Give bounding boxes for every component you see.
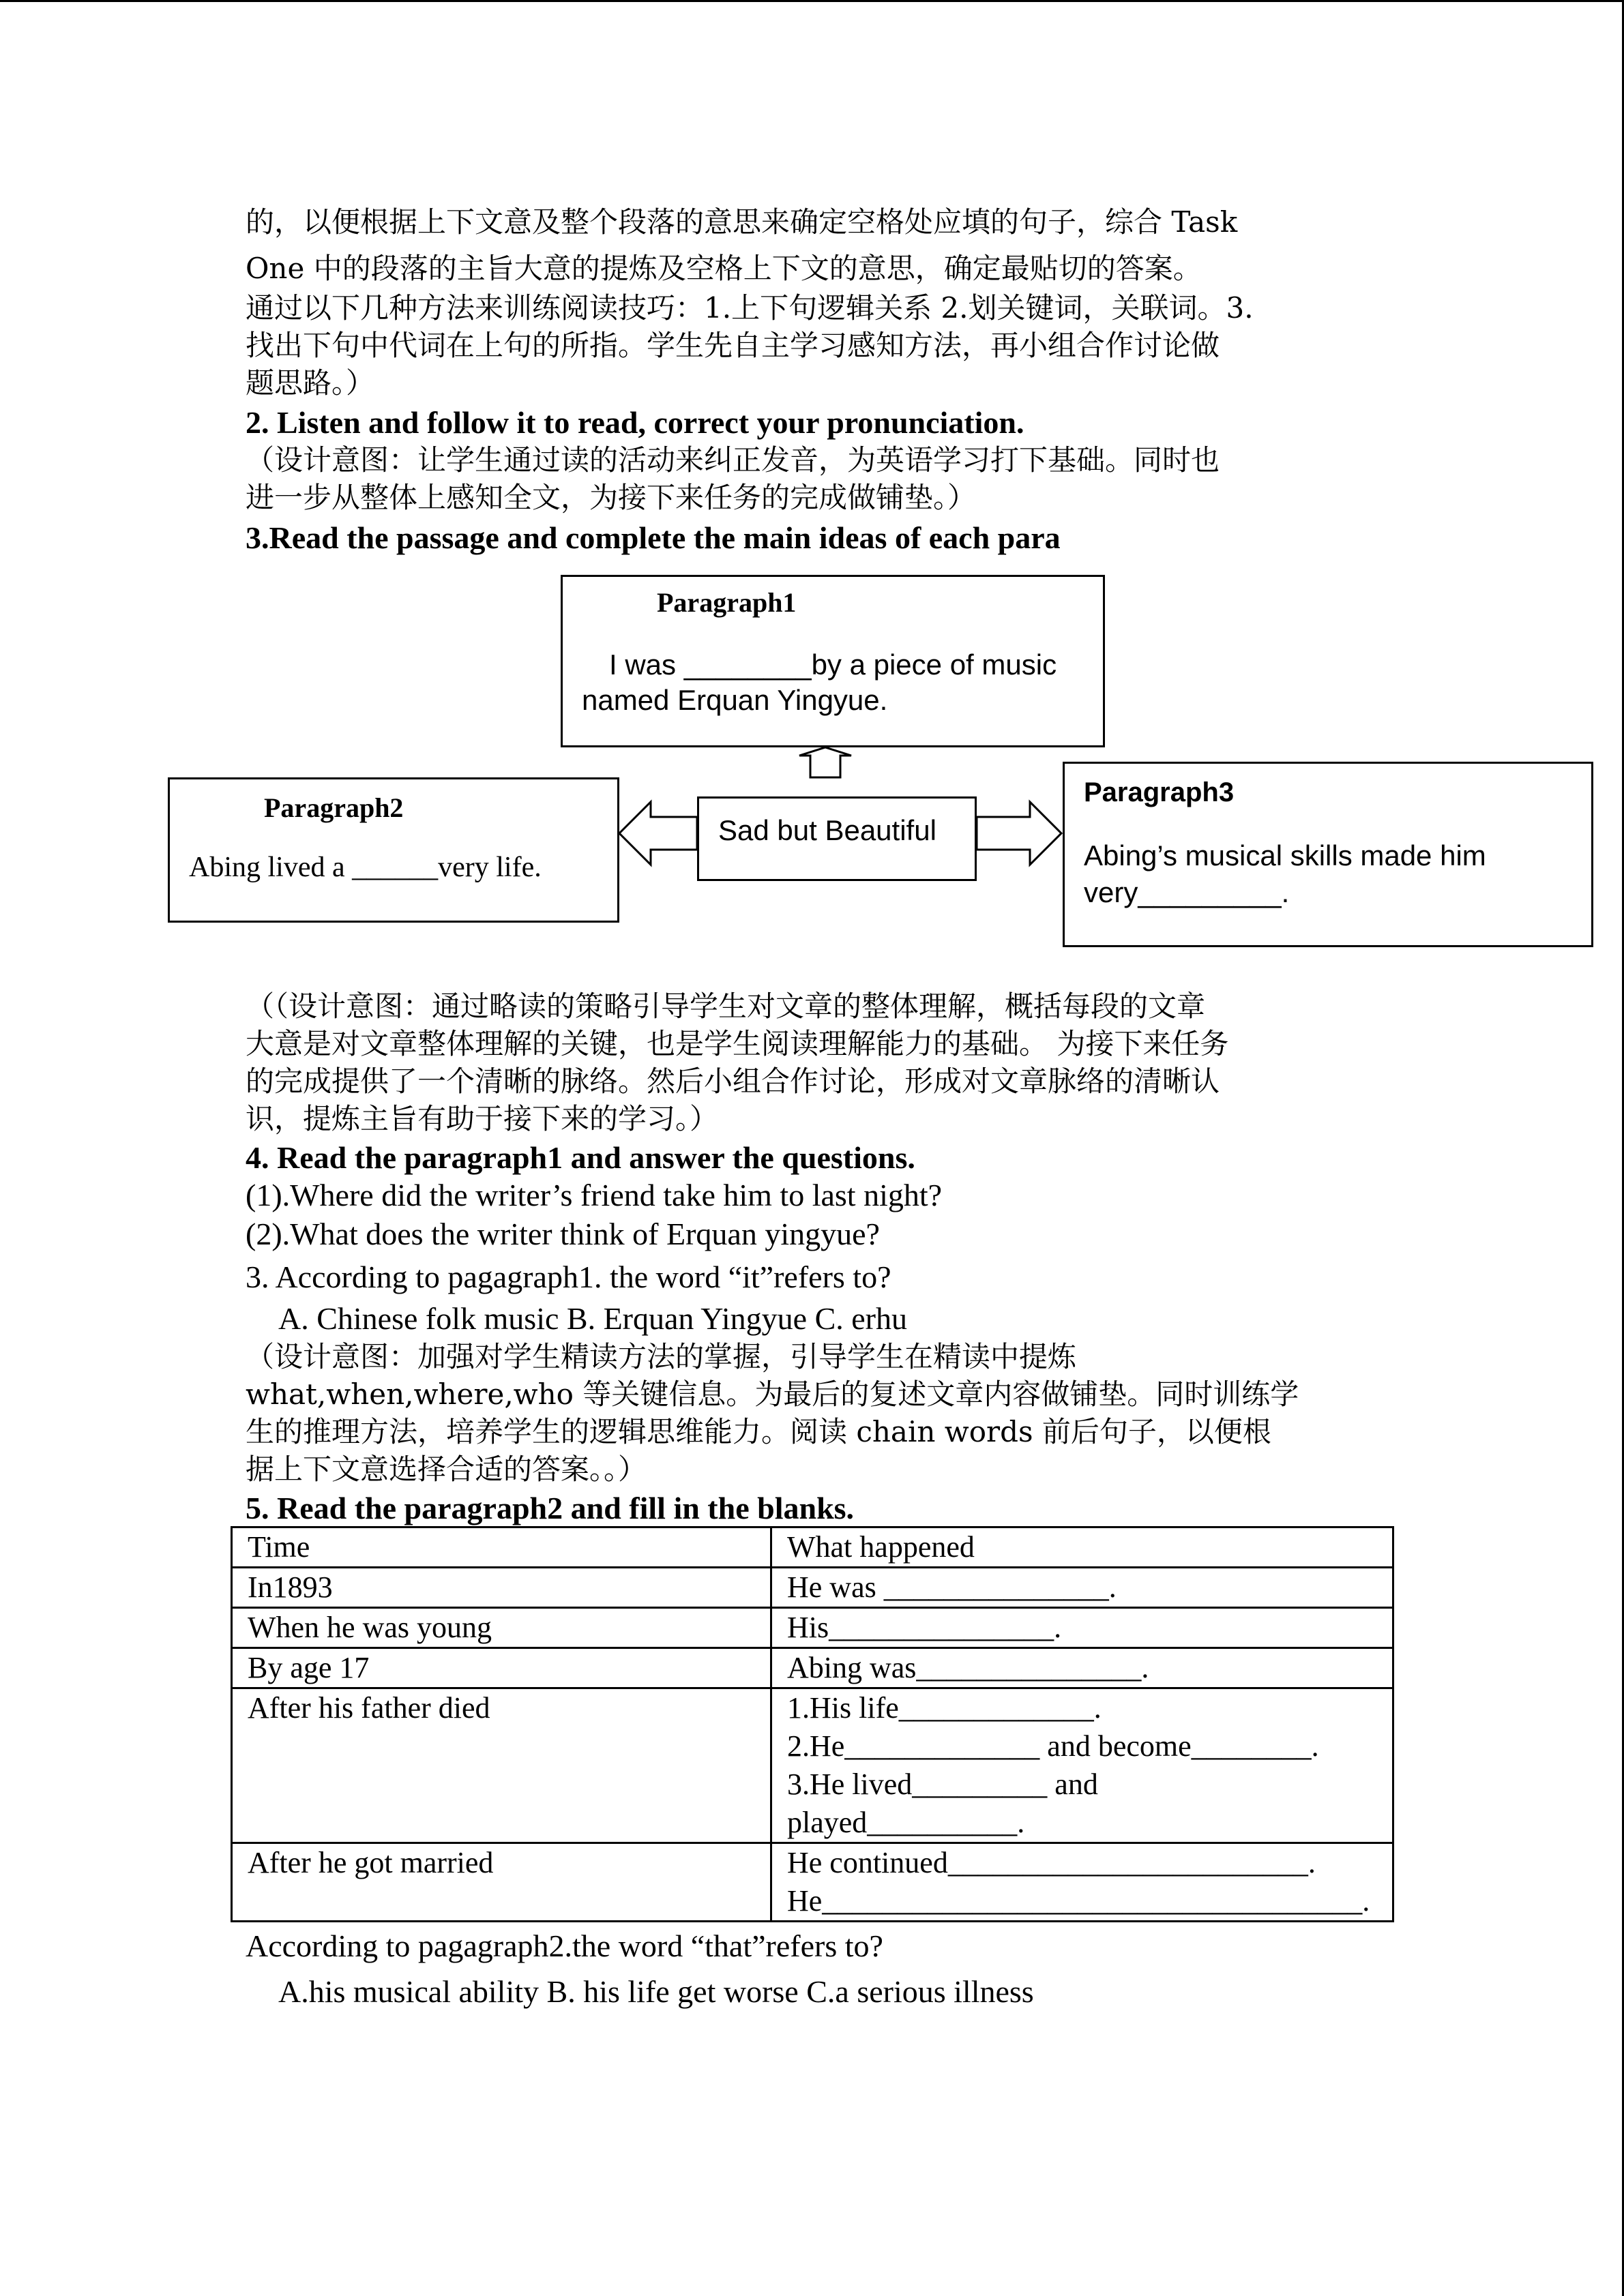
table-header-what-happened: What happened <box>771 1527 1393 1568</box>
table-cell-event <box>771 1688 1393 1843</box>
task3-heading: 3.Read the passage and complete the main ideas of each para <box>246 520 1061 555</box>
table-header-time: Time <box>232 1527 771 1568</box>
table-cell-time: In1893 <box>232 1568 771 1608</box>
table-cell-time: After his father died <box>232 1688 771 1843</box>
task4-note-line-1: （设计意图：加强对学生精读方法的掌握，引导学生在精读中提炼 <box>246 1340 1077 1373</box>
task5-question: According to pagagraph2.the word “that”refers to? <box>246 1928 883 1963</box>
task4-question-1: (1).Where did the writer’s friend take him to last night? <box>246 1178 943 1212</box>
table-row <box>232 1608 1393 1648</box>
paragraph3-box <box>1063 762 1593 947</box>
paragraph2-title: Paragraph2 <box>264 792 404 823</box>
task3-note-line-1: （（设计意图：通过略读的策略引导学生对文章的整体理解，概括每段的文章 <box>246 989 1206 1023</box>
table-cell-line: His_______________. <box>787 1611 1062 1644</box>
arrow-right-icon <box>977 802 1061 865</box>
intro-line-5: 题思路。） <box>246 366 375 400</box>
paragraph2-text: Abing lived a ______very life. <box>189 852 542 883</box>
table-cell-line: Abing was_______________. <box>787 1651 1149 1684</box>
task3-note-line-3: 的完成提供了一个清晰的脉络。然后小组合作讨论，形成对文章脉络的清晰认 <box>246 1064 1220 1098</box>
task4-question-2: (2).What does the writer think of Erquan yingyue? <box>246 1217 880 1251</box>
center-text: Sad but Beautiful <box>718 814 936 846</box>
table-cell-line: He was _______________. <box>787 1570 1117 1604</box>
intro-line-4: 找出下句中代词在上句的所指。学生先自主学习感知方法，再小组合作讨论做 <box>246 329 1220 362</box>
table-cell-line: 2.He_____________ and become________. <box>787 1729 1319 1763</box>
table-row <box>232 1843 1393 1922</box>
table-header-row <box>232 1527 1393 1568</box>
task4-note-line-3: 生的推理方法，培养学生的逻辑思维能力。阅读 chain words 前后句子，以便根 <box>246 1415 1271 1448</box>
center-box <box>697 796 977 881</box>
paragraph1-box <box>561 575 1105 747</box>
table-cell-event <box>771 1568 1393 1608</box>
intro-line-3: 通过以下几种方法来训练阅读技巧：1.上下句逻辑关系 2.划关键词，关联词。3. <box>246 291 1254 325</box>
paragraph3-line-2: very_________. <box>1084 876 1290 908</box>
table-row <box>232 1648 1393 1688</box>
table-row <box>232 1568 1393 1608</box>
task4-note-line-2: what,when,where,who 等关键信息。为最后的复述文章内容做铺垫。同时训练学 <box>246 1377 1299 1411</box>
table-cell-line: played__________. <box>787 1806 1025 1839</box>
task5-options: A.his musical ability B. his life get worse C.a serious illness <box>278 1974 1034 2009</box>
intro-line-2: One 中的段落的主旨大意的提炼及空格上下文的意思，确定最贴切的答案。 <box>246 252 1202 285</box>
paragraph3-line-1: Abing’s musical skills made him <box>1084 839 1486 871</box>
task4-question-3: 3. According to pagagraph1. the word “it”refers to? <box>246 1259 891 1294</box>
table-cell-event <box>771 1648 1393 1688</box>
table-cell-line: He continued________________________. <box>787 1846 1316 1879</box>
paragraph1-line-2: named Erquan Yingyue. <box>582 684 888 716</box>
paragraph3-title: Paragraph3 <box>1084 777 1235 807</box>
task5-heading: 5. Read the paragraph2 and fill in the blanks. <box>246 1491 855 1525</box>
task4-heading: 4. Read the paragraph1 and answer the questions. <box>246 1140 915 1175</box>
table-cell-line: 3.He lived_________ and <box>787 1768 1098 1801</box>
paragraph1-title: Paragraph1 <box>657 587 797 618</box>
table-cell-event <box>771 1608 1393 1648</box>
task2-heading: 2. Listen and follow it to read, correct your pronunciation. <box>246 405 1024 440</box>
arrow-left-icon <box>619 802 697 865</box>
paragraph1-line-1: I was ________by a piece of music <box>609 648 1057 681</box>
intro-line-1: 的，以便根据上下文意及整个段落的意思来确定空格处应填的句子，综合 Task <box>246 205 1238 239</box>
task4-note-line-4: 据上下文意选择合适的答案。。） <box>246 1452 647 1486</box>
table-cell-event <box>771 1843 1393 1922</box>
table-row <box>232 1688 1393 1843</box>
table-cell-time: After he got married <box>232 1843 771 1922</box>
task3-note-line-2: 大意是对文章整体理解的关键，也是学生阅读理解能力的基础。 为接下来任务 <box>246 1027 1229 1060</box>
table-cell-time: When he was young <box>232 1608 771 1648</box>
task3-note-line-4: 识，提炼主旨有助于接下来的学习。） <box>246 1102 719 1135</box>
timeline-table <box>231 1526 1394 1922</box>
table-cell-time: By age 17 <box>232 1648 771 1688</box>
paragraph2-box <box>168 777 619 923</box>
table-cell-line: He____________________________________. <box>787 1884 1370 1918</box>
task4-question-3-options: A. Chinese folk music B. Erquan Yingyue C. erhu <box>278 1301 907 1336</box>
arrow-up-icon <box>799 747 851 777</box>
task2-note-line-2: 进一步从整体上感知全文，为接下来任务的完成做铺垫。） <box>246 481 977 514</box>
table-cell-line: 1.His life_____________. <box>787 1691 1102 1725</box>
task2-note-line-1: （设计意图：让学生通过读的活动来纠正发音，为英语学习打下基础。同时也 <box>246 443 1220 477</box>
